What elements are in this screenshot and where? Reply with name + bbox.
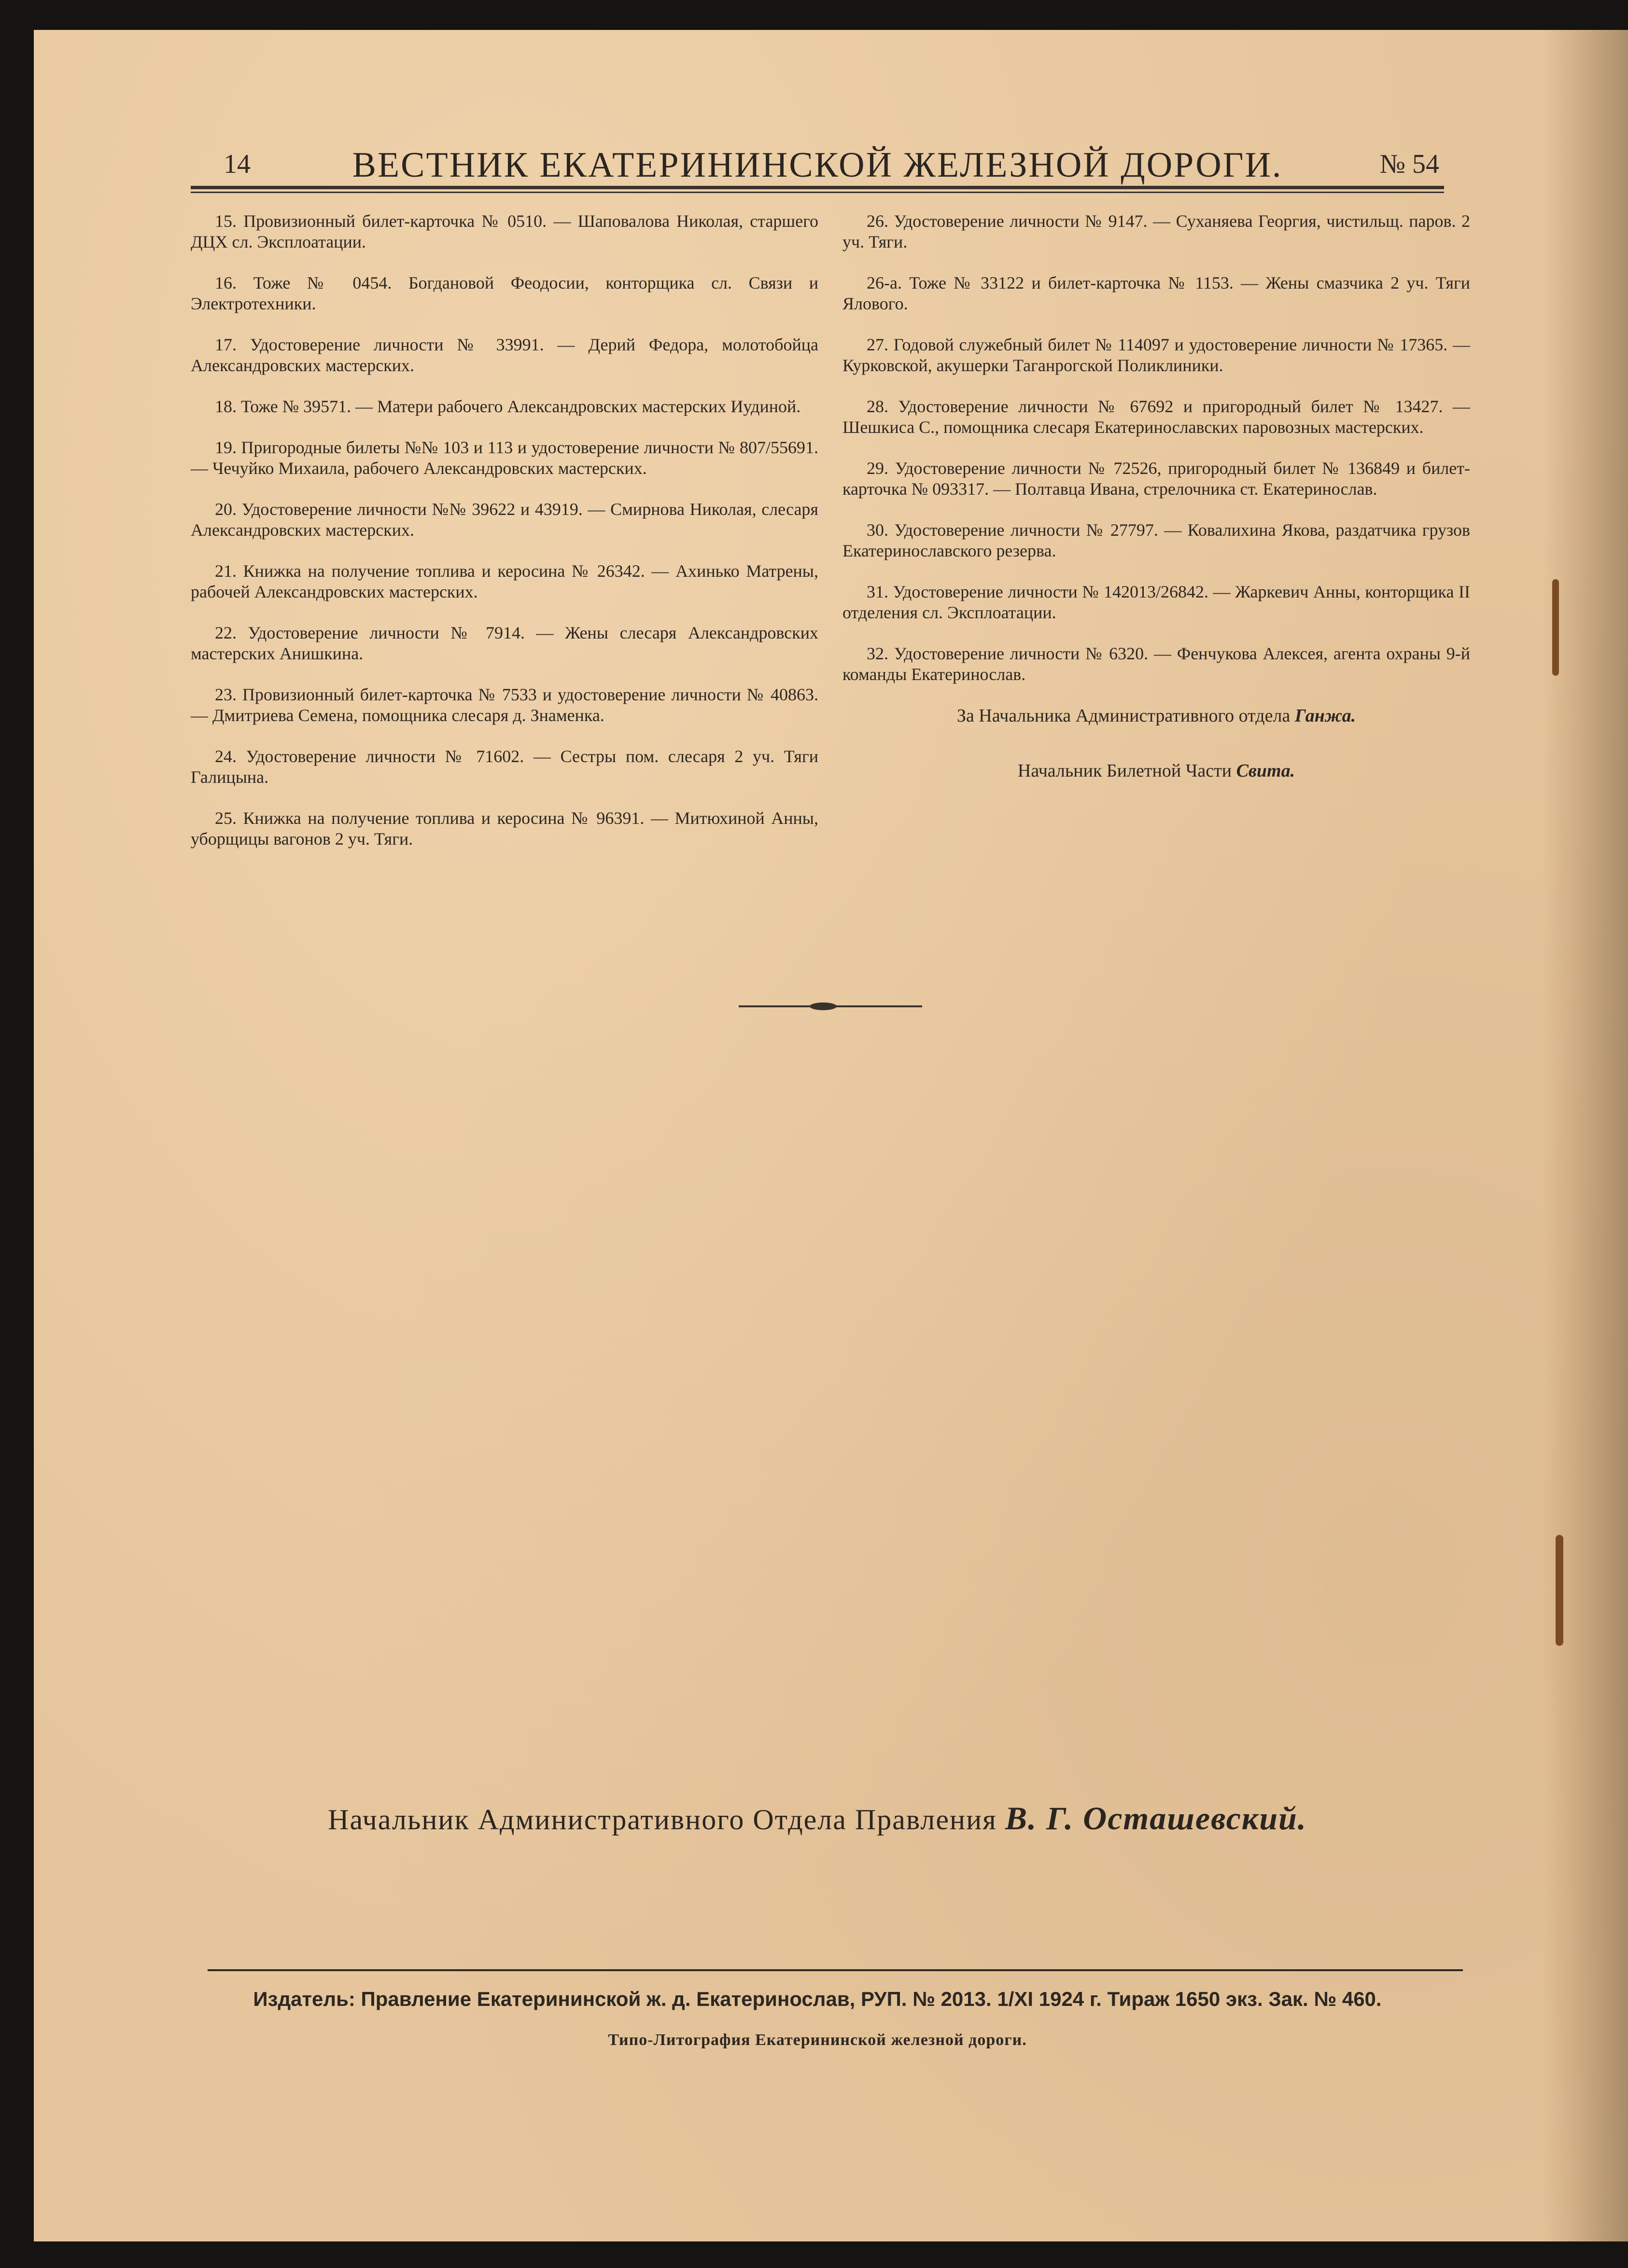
entry-26: 26. Удостоверение личности № 9147. — Суханяева Георгия, чистильщ. паров. 2 уч. Тяги. (842, 211, 1470, 251)
entry-25: 25. Книжка на получение топлива и керосина № 96391. — Митюхиной Анны, уборщицы вагонов 2 уч. Тяги. (191, 808, 818, 849)
entry-19: 19. Пригородные билеты №№ 103 и 113 и удостоверение личности № 807/55691. — Чечуйко Михаила, рабочего Александровских мастерских. (191, 438, 818, 478)
entry-31: 31. Удостоверение личности № 142013/26842. — Жаркевич Анны, конторщика II отделения сл. Эксплоатации. (842, 582, 1470, 622)
entry-17: 17. Удостоверение личности № 33991. — Дерий Федора, молотобойца Александровских мастерских. (191, 335, 818, 375)
header-rule-thin (191, 192, 1444, 193)
closing-signature (191, 1799, 1444, 1837)
entry-24: 24. Удостоверение личности № 71602. — Сестры пом. слесаря 2 уч. Тяги Галицына. (191, 747, 818, 787)
signature-admin-deputy (842, 705, 1470, 726)
page-header (191, 145, 1444, 188)
entry-21: 21. Книжка на получение топлива и керосина № 26342. — Ахинько Матрены, рабочей Александровских мастерских. (191, 561, 818, 601)
signature-name: Свита. (1236, 761, 1295, 781)
publisher-line: Издатель: Правление Екатерининской ж. д. Екатеринослав, РУП. № 2013. 1/XI 1924 г. Тираж 1650 экз. Зак. № 460. (253, 1988, 1382, 2010)
entry-16: 16. Тоже № 0454. Богдановой Феодосии, конторщика сл. Связи и Электротехники. (191, 273, 818, 313)
paper-edge-shadow (1543, 30, 1628, 2241)
entry-22: 22. Удостоверение личности № 7914. — Жены слесаря Александровских мастерских Анишкина. (191, 623, 818, 663)
entry-30: 30. Удостоверение личности № 27797. — Ковалихина Якова, раздатчика грузов Екатеринославского резерва. (842, 520, 1470, 560)
header-rule (191, 186, 1444, 189)
entry-28: 28. Удостоверение личности № 67692 и пригородный билет № 13427. — Шешкиса С., помощника слесаря Екатеринославских паровозных мастерских. (842, 397, 1470, 437)
closing-title: Начальник Административного Отдела Правления (328, 1804, 997, 1836)
entry-23: 23. Провизионный билет-карточка № 7533 и удостоверение личности № 40863. — Дмитриева Семена, помощника слесаря д. Знаменка. (191, 685, 818, 725)
entry-15: 15. Провизионный билет-карточка № 0510. — Шаповалова Николая, старшего ДЦХ сл. Эксплоатации. (191, 211, 818, 251)
signature-name: Ганжа. (1294, 706, 1356, 726)
entry-29: 29. Удостоверение личности № 72526, пригородный билет № 136849 и билет-карточка № 093317. — Полтавца Ивана, стрелочника ст. Екатеринослав. (842, 459, 1470, 499)
ornament-center (810, 1002, 837, 1010)
entry-18: 18. Тоже № 39571. — Матери рабочего Александровских мастерских Иудиной. (215, 397, 801, 416)
signature-ticket-chief (842, 760, 1470, 781)
entry-20: 20. Удостоверение личности №№ 39622 и 43919. — Смирнова Николая, слесаря Александровских мастерских. (191, 500, 818, 540)
entry-32: 32. Удостоверение личности № 6320. — Фенчукова Алексея, агента охраны 9-й команды Екатеринослав. (842, 644, 1470, 684)
signature-title: За Начальника Административного отдела (956, 706, 1291, 726)
printer-line: Типо-Литография Екатерининской железной дороги. (608, 2031, 1027, 2049)
entry-27: 27. Годовой служебный билет № 114097 и удостоверение личности № 17365. — Курковской, акушерки Таганрогской Поликлиники. (842, 335, 1470, 375)
footer-rule (208, 1969, 1463, 1971)
page-number: 14 (224, 149, 251, 179)
issue-number: № 54 (1379, 149, 1439, 179)
signature-title: Начальник Билетной Части (1017, 761, 1232, 781)
entry-26a: 26-а. Тоже № 33122 и билет-карточка № 1153. — Жены смазчика 2 уч. Тяги Ялового. (842, 273, 1470, 313)
paper-tear-mark (1556, 1535, 1563, 1646)
closing-name: В. Г. Осташевский. (1005, 1800, 1307, 1837)
right-column (842, 211, 1470, 781)
divider-ornament (739, 1002, 922, 1011)
left-column (191, 211, 818, 870)
journal-title: ВЕСТНИК ЕКАТЕРИНИНСКОЙ ЖЕЛЕЗНОЙ ДОРОГИ. (352, 145, 1283, 185)
paper-tear-mark (1552, 579, 1559, 676)
